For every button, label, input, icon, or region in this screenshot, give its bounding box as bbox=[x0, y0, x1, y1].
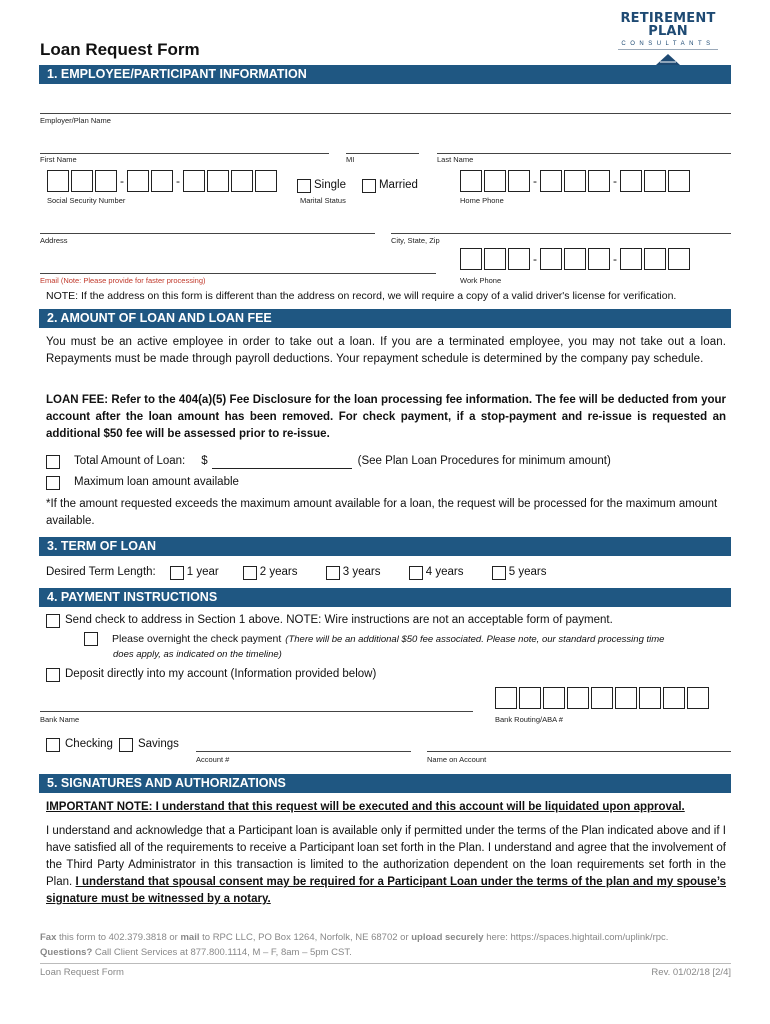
single-label: Single bbox=[314, 179, 346, 191]
footer-divider bbox=[40, 963, 731, 964]
address-note: NOTE: If the address on this form is different than the address on record, we will require a copy of a valid driver's license for verification. bbox=[46, 290, 677, 302]
work-phone-input[interactable]: - - bbox=[460, 248, 692, 270]
section4-header: 4. PAYMENT INSTRUCTIONS bbox=[39, 588, 731, 607]
section2-header: 2. AMOUNT OF LOAN AND LOAN FEE bbox=[39, 309, 731, 328]
savings-checkbox[interactable] bbox=[119, 738, 133, 752]
bank-name-field[interactable] bbox=[40, 711, 473, 712]
mi-label: MI bbox=[346, 155, 355, 164]
savings-label: Savings bbox=[137, 738, 179, 750]
city-state-zip-label: City, State, Zip bbox=[391, 236, 440, 245]
routing-number-input[interactable] bbox=[495, 687, 711, 709]
section3-header: 3. TERM OF LOAN bbox=[39, 537, 731, 556]
checking-label: Checking bbox=[65, 738, 113, 750]
marital-status-label: Marital Status bbox=[300, 196, 346, 205]
overnight-checkbox[interactable] bbox=[84, 632, 98, 646]
address-field[interactable] bbox=[40, 233, 375, 234]
term-1-year-label: 1 year bbox=[186, 566, 219, 578]
footer-form-name: Loan Request Form bbox=[40, 967, 124, 978]
questions-line bbox=[40, 947, 352, 958]
mail-word: mail bbox=[180, 932, 200, 943]
loan-eligibility-text: You must be an active employee in order to take out a loan. If you are a terminated employee, you may not take out a loan. Repayments must be made through payroll deductions. Your repayment schedule is determined by the company pay schedule. bbox=[46, 336, 726, 365]
upload-word: upload securely bbox=[411, 932, 484, 943]
account-number-field[interactable] bbox=[196, 751, 411, 752]
mi-field[interactable] bbox=[346, 153, 419, 154]
term-5-years-label: 5 years bbox=[508, 566, 547, 578]
section5-header: 5. SIGNATURES AND AUTHORIZATIONS bbox=[39, 774, 731, 793]
form-title: Loan Request Form bbox=[40, 40, 200, 59]
first-name-label: First Name bbox=[40, 155, 77, 164]
email-field[interactable] bbox=[40, 273, 436, 274]
city-state-zip-field[interactable] bbox=[391, 233, 731, 234]
fax-text: this form to 402.379.3818 or bbox=[56, 932, 181, 943]
total-amount-label: Total Amount of Loan: bbox=[74, 455, 186, 467]
questions-word: Questions? bbox=[40, 947, 93, 958]
work-phone-label: Work Phone bbox=[460, 276, 502, 285]
first-name-field[interactable] bbox=[40, 153, 329, 154]
questions-text: Call Client Services at 877.800.1114, M – F, 8am – 5pm CST. bbox=[92, 947, 352, 958]
logo-text-line1: RETIREMENT PLAN bbox=[620, 11, 716, 39]
mail-text: to RPC LLC, PO Box 1264, Norfolk, NE 68702 or bbox=[199, 932, 412, 943]
company-logo bbox=[603, 12, 733, 64]
authorization-text bbox=[46, 823, 726, 908]
home-phone-input[interactable]: - - bbox=[460, 170, 692, 192]
max-amount-checkbox[interactable] bbox=[46, 476, 60, 490]
max-amount-note: *If the amount requested exceeds the maximum amount available for a loan, the request will be processed for the maximum amount available. bbox=[46, 498, 718, 527]
logo-text-line2: CONSULTANTS bbox=[621, 41, 715, 47]
overnight-label: Please overnight the check payment bbox=[112, 633, 282, 645]
term-2-years-checkbox[interactable] bbox=[243, 566, 257, 580]
upload-text: here: https://spaces.hightail.com/uplink/rpc. bbox=[483, 932, 669, 943]
term-5-years-checkbox[interactable] bbox=[492, 566, 506, 580]
overnight-timeline-note: does apply, as indicated on the timeline) bbox=[113, 649, 282, 660]
ssn-label: Social Security Number bbox=[47, 196, 126, 205]
address-label: Address bbox=[40, 236, 68, 245]
term-4-years-checkbox[interactable] bbox=[409, 566, 423, 580]
last-name-field[interactable] bbox=[437, 153, 731, 154]
direct-deposit-checkbox[interactable] bbox=[46, 668, 60, 682]
footer-revision: Rev. 01/02/18 [2/4] bbox=[651, 967, 731, 978]
loan-fee-text: LOAN FEE: Refer to the 404(a)(5) Fee Disclosure for the loan processing fee information. The fee will be deducted from your account after the loan amount has been removed. For check payment, if a stop-payment and re-issue is requested an additional $50 fee will be assessed prior to re-issue. bbox=[46, 394, 726, 440]
name-on-account-label: Name on Account bbox=[427, 755, 487, 764]
ssn-input[interactable]: - - bbox=[47, 170, 279, 192]
term-3-years-label: 3 years bbox=[342, 566, 381, 578]
last-name-label: Last Name bbox=[437, 155, 474, 164]
send-check-label: Send check to address in Section 1 above. NOTE: Wire instructions are not an acceptable form of payment. bbox=[65, 614, 613, 626]
routing-label: Bank Routing/ABA # bbox=[495, 715, 563, 724]
authorization-body: I understand and acknowledge that a Participant loan is available only if permitted under the terms of the Plan indicated above and if I have satisfied all of the requirements to receive a Participant loan set forth in the Plan. I understand and agree that the involvement of the Third Party Administrator in this transaction is limited to the authorization dependent on the loan requirements set forth in the Plan. bbox=[46, 825, 726, 888]
overnight-fee-note: (There will be an additional $50 fee associated. Please note, our standard processing time bbox=[285, 633, 665, 645]
fax-mail-upload-line bbox=[40, 932, 740, 943]
term-1-year-checkbox[interactable] bbox=[170, 566, 184, 580]
name-on-account-field[interactable] bbox=[427, 751, 731, 752]
term-4-years-label: 4 years bbox=[425, 566, 464, 578]
dollar-sign: $ bbox=[201, 455, 208, 467]
fax-word: Fax bbox=[40, 932, 57, 943]
term-3-years-checkbox[interactable] bbox=[326, 566, 340, 580]
checking-checkbox[interactable] bbox=[46, 738, 60, 752]
send-check-checkbox[interactable] bbox=[46, 614, 60, 628]
married-checkbox[interactable] bbox=[362, 179, 376, 193]
total-amount-checkbox[interactable] bbox=[46, 455, 60, 469]
account-number-label: Account # bbox=[196, 755, 230, 764]
home-phone-label: Home Phone bbox=[460, 196, 504, 205]
section1-header: 1. EMPLOYEE/PARTICIPANT INFORMATION bbox=[39, 65, 731, 84]
total-amount-field[interactable] bbox=[212, 455, 352, 469]
see-plan-text: (See Plan Loan Procedures for minimum amount) bbox=[357, 455, 611, 467]
max-amount-label: Maximum loan amount available bbox=[74, 476, 239, 488]
important-note: IMPORTANT NOTE: I understand that this request will be executed and this account will be liquidated upon approval. bbox=[46, 801, 685, 813]
employer-label: Employer/Plan Name bbox=[40, 116, 111, 125]
married-label: Married bbox=[378, 179, 418, 191]
term-2-years-label: 2 years bbox=[259, 566, 298, 578]
employer-field[interactable] bbox=[40, 113, 731, 114]
direct-deposit-label: Deposit directly into my account (Information provided below) bbox=[65, 668, 377, 680]
email-label: Email (Note: Please provide for faster processing) bbox=[40, 276, 206, 285]
single-checkbox[interactable] bbox=[297, 179, 311, 193]
bank-name-label: Bank Name bbox=[40, 715, 80, 724]
spousal-consent-text: I understand that spousal consent may be required for a Participant Loan under the terms of the plan and my spouse’s signature must be witnessed by a notary. bbox=[46, 876, 726, 905]
desired-term-label: Desired Term Length: bbox=[46, 566, 156, 578]
